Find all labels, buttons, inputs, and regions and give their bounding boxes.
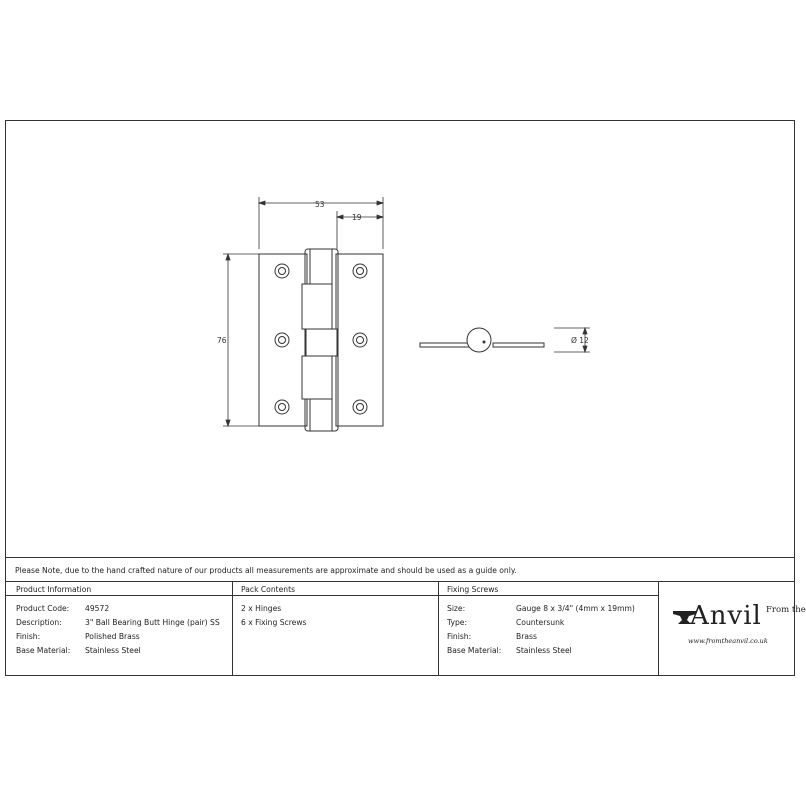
fixing-screws-title: Fixing Screws bbox=[447, 585, 499, 594]
divider-col-3 bbox=[658, 581, 659, 675]
divider-col-2 bbox=[438, 581, 439, 675]
divider-table-top bbox=[6, 581, 794, 582]
logo-wordmark: Anvil bbox=[690, 601, 762, 631]
dimension-height bbox=[223, 254, 259, 426]
pack-item-hinges: 2 x Hinges bbox=[241, 604, 282, 613]
hinge-front-view bbox=[259, 249, 383, 431]
hinge-top-view bbox=[420, 328, 544, 352]
screw-type-label: Type: bbox=[447, 618, 467, 627]
description-label: Description: bbox=[16, 618, 62, 627]
screw-type-value: Countersunk bbox=[516, 618, 565, 627]
screw-base-material-label: Base Material: bbox=[447, 646, 502, 655]
product-code-value: 49572 bbox=[85, 604, 110, 613]
base-material-label: Base Material: bbox=[16, 646, 71, 655]
description-value: 3" Ball Bearing Butt Hinge (pair) SS bbox=[85, 618, 220, 627]
divider-note-top bbox=[6, 557, 794, 558]
screw-size-value: Gauge 8 x 3/4" (4mm x 19mm) bbox=[516, 604, 635, 613]
pack-contents-title: Pack Contents bbox=[241, 585, 296, 594]
dimension-width-label: 53 bbox=[315, 200, 325, 209]
dimension-height-label: 76 bbox=[217, 336, 227, 345]
screw-finish-label: Finish: bbox=[447, 632, 472, 641]
divider-table-header bbox=[6, 595, 658, 596]
screw-base-material-value: Stainless Steel bbox=[516, 646, 572, 655]
top-view-right-leaf bbox=[493, 343, 544, 347]
finish-value: Polished Brass bbox=[85, 632, 140, 641]
technical-drawing bbox=[6, 121, 794, 561]
pack-item-screws: 6 x Fixing Screws bbox=[241, 618, 307, 627]
base-material-value: Stainless Steel bbox=[85, 646, 141, 655]
divider-col-1 bbox=[232, 581, 233, 675]
product-code-label: Product Code: bbox=[16, 604, 70, 613]
screw-finish-value: Brass bbox=[516, 632, 537, 641]
logo-url: www.fromtheanvil.co.uk bbox=[688, 637, 768, 645]
dimension-diameter-label: Ø 12 bbox=[571, 336, 589, 345]
logo-from-the: From the bbox=[766, 605, 806, 615]
screw-holes-left bbox=[275, 264, 289, 414]
knuckle-segment-lower bbox=[302, 356, 332, 399]
screw-size-label: Size: bbox=[447, 604, 466, 613]
top-view-knuckle bbox=[467, 328, 491, 352]
drawing-sheet bbox=[5, 120, 806, 676]
screw-holes-right bbox=[353, 264, 367, 414]
disclaimer-note: Please Note, due to the hand crafted nature of our products all measurements are approximate and should be used as a guide only. bbox=[15, 566, 517, 575]
dimension-knuckle-label: 19 bbox=[352, 213, 362, 222]
from-the-anvil-logo bbox=[666, 601, 806, 653]
finish-label: Finish: bbox=[16, 632, 41, 641]
knuckle-segment-middle bbox=[306, 329, 337, 356]
product-information-title: Product Information bbox=[16, 585, 92, 594]
knuckle-segment-upper bbox=[302, 284, 332, 329]
